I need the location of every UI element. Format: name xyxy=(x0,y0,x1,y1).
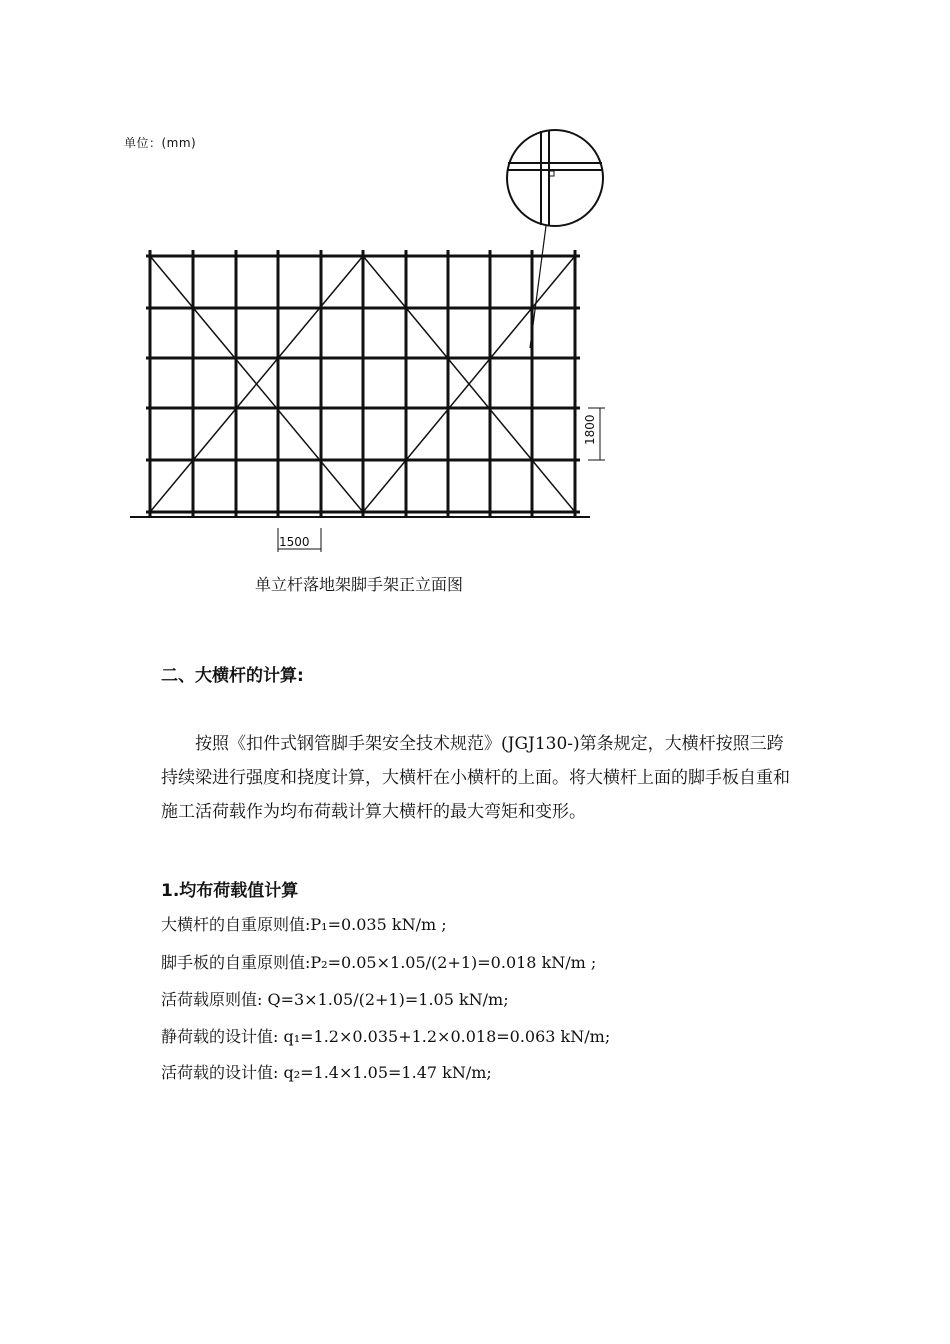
detail-circle xyxy=(507,130,603,348)
section-heading: 二、大横杆的计算: xyxy=(161,666,304,686)
figure-caption: 单立杆落地架脚手架正立面图 xyxy=(255,575,464,594)
section-paragraph xyxy=(161,727,831,829)
scaffold-elevation-figure xyxy=(0,0,950,620)
unit-label: 单位：(mm) xyxy=(124,136,197,150)
sub-heading: 1.均布荷载值计算 xyxy=(161,881,299,901)
formula-line: 脚手板的自重原则值:P₂=0.05×1.05/(2+1)=0.018 kN/m ; xyxy=(161,953,597,972)
paragraph-line-3: 施工活荷载作为均布荷载计算大横杆的最大弯矩和变形。 xyxy=(161,802,586,822)
dimension-1800: 1800 xyxy=(583,414,597,445)
formula-line: 大横杆的自重原则值:P₁=0.035 kN/m ; xyxy=(161,915,447,934)
formula-line: 活荷载原则值: Q=3×1.05/(2+1)=1.05 kN/m; xyxy=(161,990,509,1009)
paragraph-line-1: 按照《扣件式钢管脚手架安全技术规范》(JGJ130-)第条规定，大横杆按照三跨 xyxy=(195,734,784,754)
formula-line: 静荷载的设计值: q₁=1.2×0.035+1.2×0.018=0.063 kN/m; xyxy=(161,1027,611,1046)
dimension-1500: 1500 xyxy=(279,535,310,549)
vertical-poles xyxy=(150,250,575,517)
scaffold-drawing xyxy=(0,0,950,620)
formula-line: 活荷载的设计值: q₂=1.4×1.05=1.47 kN/m; xyxy=(161,1063,492,1082)
paragraph-line-2: 持续梁进行强度和挠度计算，大横杆在小横杆的上面。将大横杆上面的脚手板自重和 xyxy=(161,768,790,788)
